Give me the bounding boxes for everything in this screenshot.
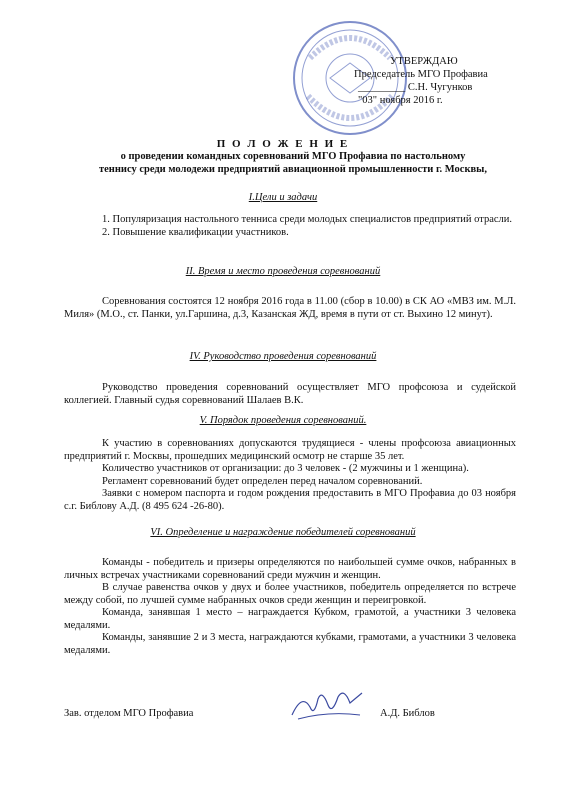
section-heading-management: IV. Руководство проведения соревнований	[189, 351, 377, 362]
approval-position: Председатель МГО Профавиа	[354, 69, 488, 80]
approval-date: "03" ноября 2016 г.	[358, 95, 443, 106]
paragraph: Команда, занявшая 1 место – награждается Кубком, грамотой, а участники 3 человека медалями.	[64, 607, 516, 631]
section-awards-body	[64, 557, 516, 657]
section-procedure-body	[64, 438, 516, 513]
footer-name: А.Д. Библов	[380, 708, 435, 719]
section-goals-body	[64, 214, 516, 239]
paragraph: В случае равенства очков у двух и более участников, победитель определяется по встрече между собой, по лучшей сумме набранных очков среди женщин и переигровкой.	[64, 582, 516, 606]
paragraph: Регламент соревнований будет определен перед началом соревнований.	[102, 475, 423, 487]
subtitle-line-1: о проведении командных соревнований МГО Профавиа по настольному	[120, 151, 466, 162]
footer-position: Зав. отделом МГО Профавиа	[64, 708, 194, 719]
paragraph: Количество участников от организации: до 3 человек - (2 мужчины и 1 женщина).	[102, 463, 469, 474]
section-time-place-body	[64, 296, 516, 321]
section-heading-time-place: II. Время и место проведения соревнований	[185, 266, 381, 277]
document-title: П О Л О Ж Е Н И Е	[216, 138, 350, 150]
paragraph: Соревнования состоятся 12 ноября 2016 года в 11.00 (сбор в 10.00) в СК АО «МВЗ им. М.Л. Миля» (М.О., ст. Панки, ул.Гаршина, д.3, Казанская ЖД, время в пути от ст. Выхино 12 минут).	[64, 296, 516, 320]
paragraph: Команды - победитель и призеры определяются по наибольшей сумме очков, набранных в личных встречах участниками соревнований среди мужчин и женщин.	[64, 557, 516, 581]
paragraph: 1. Популяризация настольного тенниса среди молодых специалистов предприятий отрасли.	[102, 214, 513, 225]
handwritten-signature-icon	[288, 685, 368, 727]
paragraph: К участию в соревнованиях допускаются трудящиеся - члены профсоюза авиационных предприятий г. Москвы, прошедших медицинский осмотр не старше 35 лет.	[64, 438, 516, 462]
section-heading-awards: VI. Определение и награждение победителей соревнований	[150, 527, 416, 538]
paragraph: Заявки с номером паспорта и годом рождения предоставить в МГО Профавиа до 03 ноября с.г. Библову А.Д. (8 495 624 -26-80).	[64, 488, 516, 512]
paragraph: 2. Повышение квалификации участников.	[102, 226, 289, 238]
approval-title: УТВЕРЖДАЮ	[390, 56, 458, 67]
paragraph: Команды, занявшие 2 и 3 места, награждаются кубками, грамотами, а участники 3 человека медалями.	[64, 632, 516, 656]
section-heading-goals: I.Цели и задачи	[248, 192, 318, 203]
approval-signature-line: _________ С.Н. Чугунков	[358, 82, 473, 93]
subtitle-line-2: теннису среди молодежи предприятий авиационной промышленности г. Москвы,	[98, 163, 488, 175]
section-heading-procedure: V. Порядок проведения соревнований.	[199, 415, 367, 426]
section-management-body	[64, 382, 516, 407]
paragraph: Руководство проведения соревнований осуществляет МГО профсоюза и судейской коллегией. Главный судья соревнований Шалаев В.К.	[64, 382, 516, 406]
document-subtitle	[60, 151, 526, 176]
